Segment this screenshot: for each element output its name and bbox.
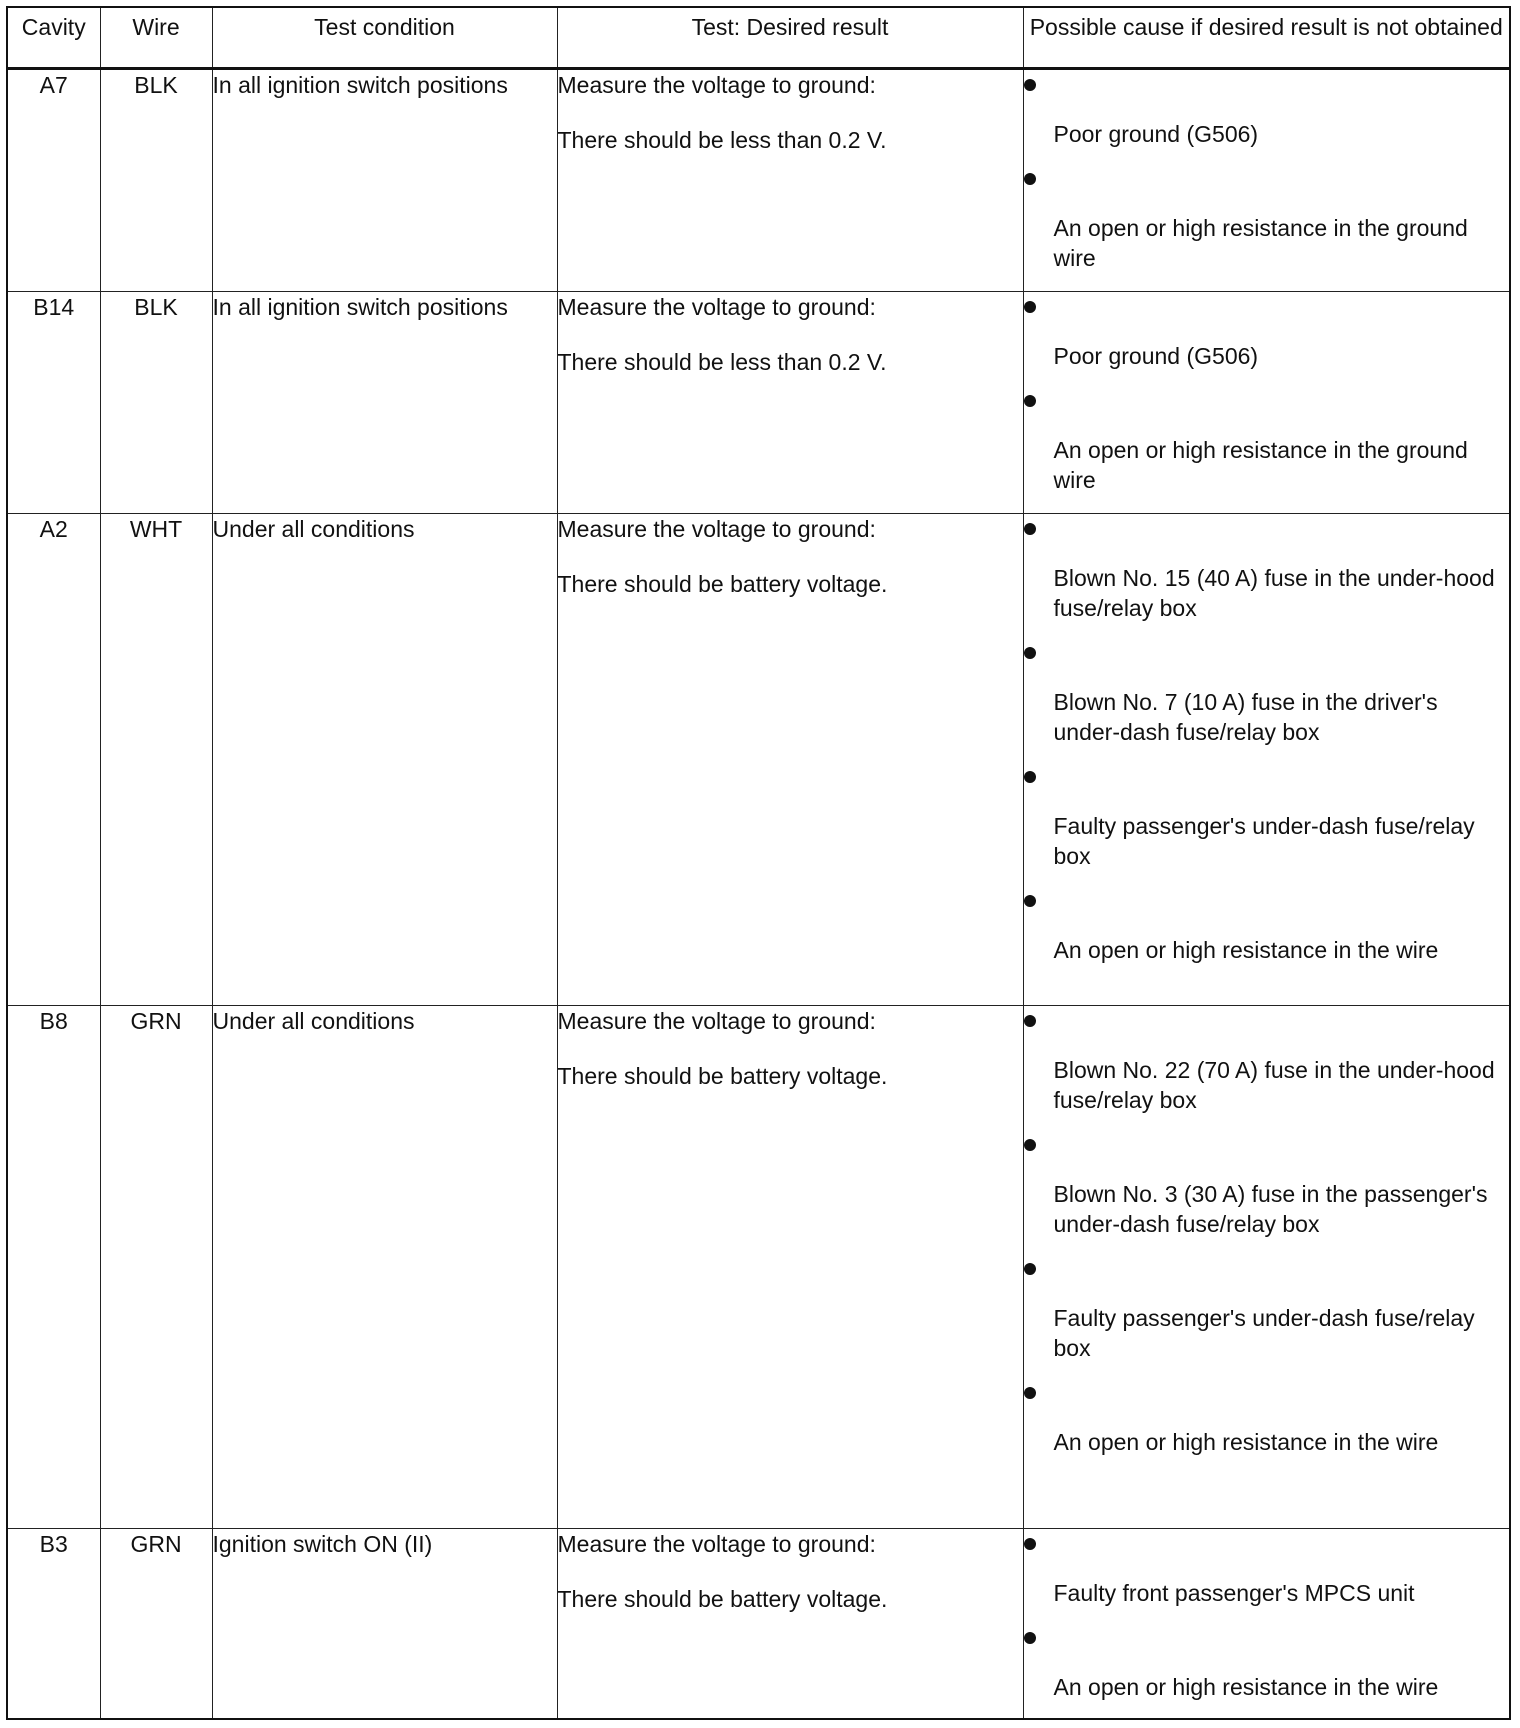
test-step: Measure the voltage to ground: [557, 515, 876, 542]
bullet-icon [1024, 1139, 1036, 1151]
wire-cell: BLK [100, 68, 212, 291]
cause-item [1024, 173, 1510, 273]
cause-item [1024, 395, 1510, 495]
header-test-condition: Test condition [212, 7, 557, 68]
cause-item [1024, 1263, 1510, 1363]
cause-item [1024, 1632, 1510, 1702]
test-expected: There should be less than 0.2 V. [557, 348, 887, 375]
wire-cell: BLK [100, 291, 212, 513]
diagnostic-table [6, 6, 1511, 1720]
cause-text: An open or high resistance in the wire [1053, 936, 1439, 963]
cause-text: Poor ground (G506) [1053, 342, 1259, 369]
cavity-cell: A7 [7, 68, 100, 291]
table-row [7, 291, 1510, 513]
bullet-icon [1024, 771, 1036, 783]
cause-text: Blown No. 3 (30 A) fuse in the passenger's under-dash fuse/relay box [1053, 1180, 1488, 1237]
test-step: Measure the voltage to ground: [557, 293, 876, 320]
cause-item [1024, 523, 1510, 623]
possible-cause-cell [1023, 68, 1510, 291]
table-row [7, 513, 1510, 1005]
cause-text: Poor ground (G506) [1053, 120, 1259, 147]
bullet-icon [1024, 647, 1036, 659]
bullet-icon [1024, 1538, 1036, 1550]
header-possible-cause: Possible cause if desired result is not obtained [1023, 7, 1510, 68]
test-step: Measure the voltage to ground: [557, 1530, 876, 1557]
cause-item [1024, 301, 1510, 371]
test-expected: There should be battery voltage. [557, 570, 888, 597]
bullet-icon [1024, 1263, 1036, 1275]
bullet-icon [1024, 1015, 1036, 1027]
desired-result-cell [557, 68, 1023, 291]
header-cavity: Cavity [7, 7, 100, 68]
test-condition-cell: Ignition switch ON (II) [212, 1528, 557, 1719]
cause-item [1024, 895, 1510, 965]
bullet-icon [1024, 1632, 1036, 1644]
desired-result-cell [557, 513, 1023, 1005]
table-row [7, 1005, 1510, 1528]
header-row [7, 7, 1510, 68]
cause-text: Blown No. 7 (10 A) fuse in the driver's under-dash fuse/relay box [1053, 688, 1438, 745]
possible-cause-cell [1023, 291, 1510, 513]
wire-cell: GRN [100, 1528, 212, 1719]
cause-item [1024, 1538, 1510, 1608]
cause-item [1024, 79, 1510, 149]
cause-text: An open or high resistance in the ground wire [1053, 214, 1468, 271]
wire-cell: WHT [100, 513, 212, 1005]
bullet-icon [1024, 395, 1036, 407]
bullet-icon [1024, 895, 1036, 907]
possible-cause-cell [1023, 1005, 1510, 1528]
cause-item [1024, 771, 1510, 871]
cause-item [1024, 1015, 1510, 1115]
possible-cause-cell [1023, 1528, 1510, 1719]
test-expected: There should be battery voltage. [557, 1062, 888, 1089]
test-expected: There should be battery voltage. [557, 1585, 888, 1612]
test-condition-cell: Under all conditions [212, 1005, 557, 1528]
bullet-icon [1024, 301, 1036, 313]
cause-text: An open or high resistance in the ground wire [1053, 436, 1468, 493]
desired-result-cell [557, 291, 1023, 513]
header-wire: Wire [100, 7, 212, 68]
cavity-cell: A2 [7, 513, 100, 1005]
possible-cause-cell [1023, 513, 1510, 1005]
test-step: Measure the voltage to ground: [557, 71, 876, 98]
cause-text: Blown No. 22 (70 A) fuse in the under-hood fuse/relay box [1053, 1056, 1495, 1113]
cause-item [1024, 1139, 1510, 1239]
table-row [7, 68, 1510, 291]
bullet-icon [1024, 1387, 1036, 1399]
test-step: Measure the voltage to ground: [557, 1007, 876, 1034]
cavity-cell: B8 [7, 1005, 100, 1528]
cause-item [1024, 1387, 1510, 1457]
test-condition-cell: Under all conditions [212, 513, 557, 1005]
cause-text: Faulty passenger's under-dash fuse/relay box [1053, 812, 1475, 869]
cause-text: Blown No. 15 (40 A) fuse in the under-hood fuse/relay box [1053, 564, 1495, 621]
table-row [7, 1528, 1510, 1719]
test-condition-cell: In all ignition switch positions [212, 291, 557, 513]
cause-item [1024, 647, 1510, 747]
cause-text: Faulty front passenger's MPCS unit [1053, 1579, 1415, 1606]
cavity-cell: B14 [7, 291, 100, 513]
desired-result-cell [557, 1005, 1023, 1528]
bullet-icon [1024, 173, 1036, 185]
test-condition-cell: In all ignition switch positions [212, 68, 557, 291]
wire-cell: GRN [100, 1005, 212, 1528]
test-expected: There should be less than 0.2 V. [557, 126, 887, 153]
cause-text: An open or high resistance in the wire [1053, 1673, 1439, 1700]
cause-text: Faulty passenger's under-dash fuse/relay box [1053, 1304, 1475, 1361]
bullet-icon [1024, 79, 1036, 91]
cause-text: An open or high resistance in the wire [1053, 1428, 1439, 1455]
header-desired-result: Test: Desired result [557, 7, 1023, 68]
bullet-icon [1024, 523, 1036, 535]
desired-result-cell [557, 1528, 1023, 1719]
cavity-cell: B3 [7, 1528, 100, 1719]
